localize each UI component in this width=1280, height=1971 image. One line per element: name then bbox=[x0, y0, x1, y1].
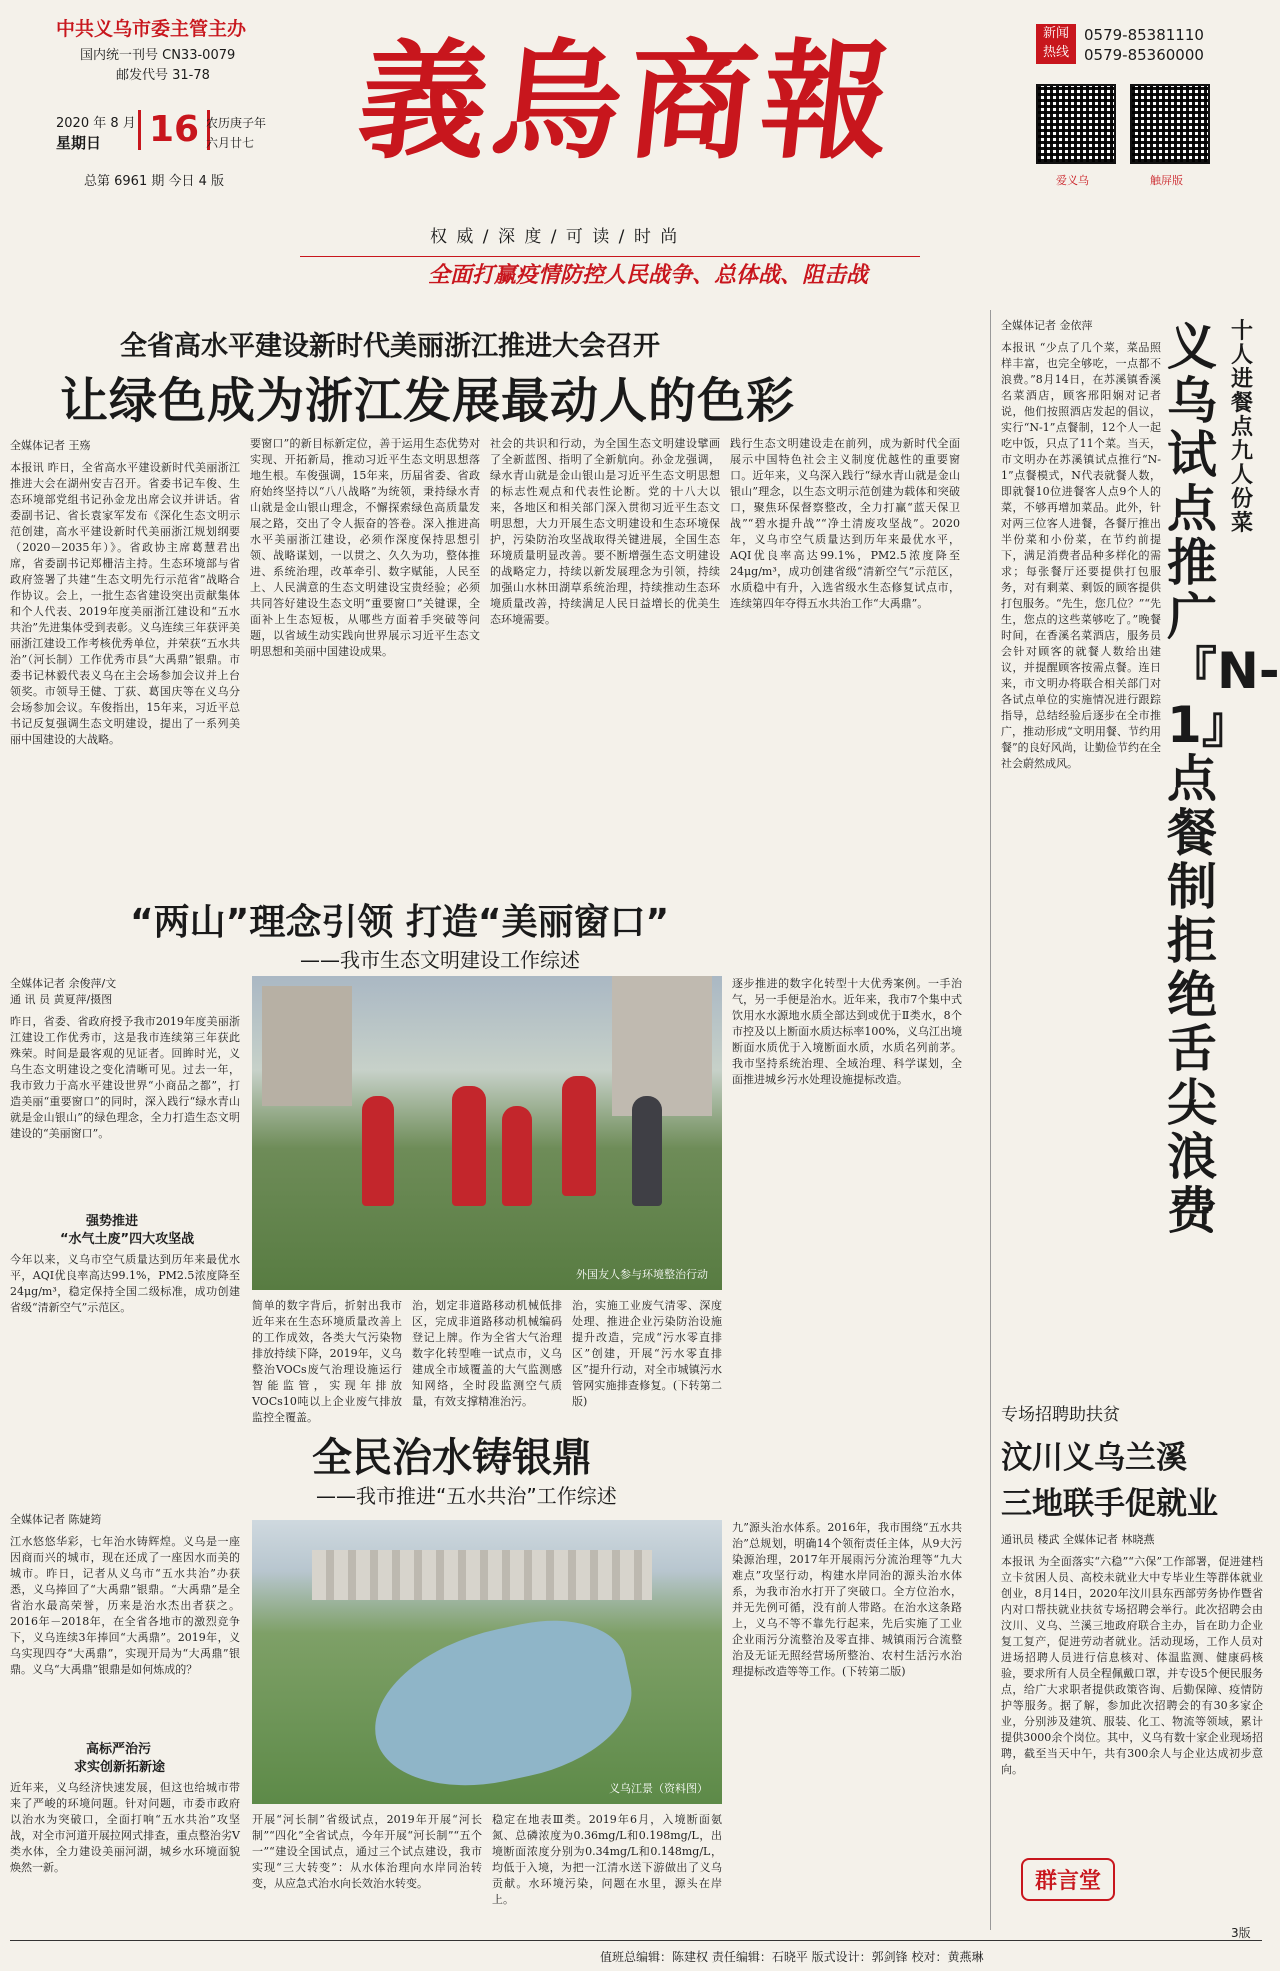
hotline-tag-2: 热线 bbox=[1042, 45, 1069, 60]
feature-eco-civilization bbox=[0, 880, 990, 1424]
feature1-right-text: 逐步推进的数字化转型十大优秀案例。一手治气，另一手便是治水。近年来，我市7个集中式饮用水水源地水质全部达到或优于Ⅱ类水，8个市控及以上断面水质达标率100%，义乌江出境断面水质优于入境断面水质，水质名列前茅。我市坚持系统治理、全域治理、科学谋划，全面推进城乡污水处理设施提标改造。 bbox=[732, 977, 962, 1086]
masthead-issn: 国内统一刊号 CN33-0079 bbox=[80, 48, 236, 63]
page-number: 3版 bbox=[1231, 1926, 1251, 1940]
right-sub-kicker: 专场招聘助扶贫 bbox=[1001, 1405, 1120, 1425]
masthead-postal: 邮发代号 31-78 bbox=[116, 68, 210, 83]
masthead-slogan: 权 威 / 深 度 / 可 读 / 时 尚 bbox=[430, 227, 680, 247]
feature1-section-sub: “水气土废”四大攻坚战 bbox=[60, 1232, 195, 1247]
lead-headline: 让绿色成为浙江发展最动人的色彩 bbox=[60, 373, 796, 429]
right-text: 本报讯 “少点了几个菜，菜品照样丰富，也完全够吃，一点都不浪费。”8月14日，在苏溪镇香溪名菜酒店，顾客邢阳娴对记者说，他们按照酒店发起的倡议，实行“N-1”点餐制，12个人一起吃中饭，只点了11个菜。当天，市文明办在苏溪镇试点推行“N-1”点餐模式，N代表就餐人数，即就餐10位进餐客人点9个人的菜，不够再增加菜品。此外，针对两三位客人进餐，各餐厅推出半份菜和小份菜，在节约前提下，满足消费者品种多样化的需求；每张餐厅还要提供打包服务，对有剩菜、剩饭的顾客提供打包服务。“先生，您几位？”“先生，您点的这些菜够吃了。”晚餐时间，在香溪名菜酒店，服务员会针对顾客的就餐人数给出建议，并提醒顾客按需点餐。连日来，市文明办将联合相关部门对各试点单位的实施情况进行跟踪指导，总结经验后逐步在全市推广，推动形成“文明用餐、节约用餐”的良好风尚，让勤俭节约在全社会蔚然成风。 bbox=[1001, 341, 1161, 770]
right-sub-text: 本报讯 为全面落实“六稳”“六保”工作部署，促进建档立卡贫困人员、高校未就业大中专毕业生等群体就业创业，8月14日，2020年汶川县东西部劳务协作暨省内对口帮扶就业扶贫专场招聘会举行。此次招聘会由汶川、义乌、兰溪三地政府联合主办，旨在助力企业复工复产，促进劳动者就业。活动现场，工作人员对进场招聘人员进行信息核对、体温监测、健康码核验，要求所有人员全程佩戴口罩，并专设5个便民服务点，给广大求职者提供政策咨询、后勤保障、疫情防护等服务。据了解，参加此次招聘会的有30多家企业，分别涉及建筑、服装、化工、物流等领域，累计提供3000余个岗位。其中，义乌有数十家企业现场招聘，截至当天中午，共有300余人与企业达成初步意向。 bbox=[1001, 1555, 1263, 1776]
photo-person bbox=[452, 1086, 486, 1206]
feature1-mid-text-1: 简单的数字背后，折射出我市近年来在生态环境质量改善上的工作成效，各类大气污染物排放持续下降，2019年，义乌整治VOCs废气治理设施运行智能监管，实现年排放VOCs10吨以上企业废气排放监控全覆盖。 bbox=[252, 1299, 402, 1424]
right-byline: 全媒体记者 金依萍 bbox=[1001, 319, 1093, 332]
feature1-photo-caption: 外国友人参与环境整治行动 bbox=[576, 1268, 708, 1281]
masthead-date: 2020 年 8 月 bbox=[56, 116, 136, 131]
lead-column-2: 要窗口”的新目标新定位，善于运用生态优势对实现、开拓新局，推动习近平生态文明思想落地生根。车俊强调，15年来，历届省委、省政府始终坚持以“八八战略”为统领，秉持绿水青山就是金山银山理念，不懈探索绿色高质量发展之路，交出了令人振奋的答卷。深入推进高水平美丽浙江建设，必须作深度保持思想引领、战略谋划，一以贯之、久久为功，整体推进、系统治理，改革牵引、数字赋能，人民至上、人民满意的生态文明建设宝贵经验；必须共同答好建设生态文明“重要窗口”关键课，全面补上生态短板，从哪些方面着手突破等问题，以省域生动实践向世界展示习近平生态文明思想和美丽中国建设成果。 bbox=[250, 437, 480, 658]
feature1-left-text: 昨日，省委、省政府授予我市2019年度美丽浙江建设工作优秀市，这是我市连续第三年获此殊荣。时间是最客观的见证者。回眸时光，义乌生态文明建设之变化清晰可见。过去一年，我市致力于高水平建设世界“小商品之都”，打造美丽“重要窗口”的同时，深入践行“绿水青山就是金山银山”的绿色理念，全力打造生态文明建设的“美丽窗口”。 bbox=[10, 1015, 240, 1140]
hotline-tag-1: 新闻 bbox=[1042, 26, 1069, 41]
photo-building bbox=[262, 986, 352, 1106]
qr-code-right bbox=[1130, 84, 1210, 164]
qr-code-icon bbox=[1130, 84, 1210, 164]
photo-river bbox=[359, 1605, 645, 1806]
lead-kicker: 全省高水平建设新时代美丽浙江推进大会召开 bbox=[120, 331, 660, 362]
masthead-lunar-day: 六月廿七 bbox=[206, 136, 255, 150]
feature2-mid-text-2: 稳定在地表Ⅲ类。2019年6月，入境断面氨氮、总磷浓度为0.36mg/L和0.198mg/L，出境断面浓度分别为0.34mg/L和0.148mg/L，均低于入境，为把一江清水送下游做出了义乌贡献。水环境污染，问题在水里，源头在岸上。 bbox=[492, 1813, 722, 1906]
right-kicker: 十人进餐点九人份菜 bbox=[1231, 319, 1254, 536]
feature1-left-text-2: 今年以来，义乌市空气质量达到历年来最优水平，AQI优良率高达99.1%，PM2.5浓度降至24μg/m³，稳定保持全国二级标准，成功创建省级“清新空气”示范区。 bbox=[10, 1253, 240, 1314]
masthead bbox=[0, 0, 1272, 290]
hotline-phone-2: 0579-85360000 bbox=[1084, 46, 1204, 64]
feature1-section-head: 强势推进 bbox=[86, 1214, 139, 1229]
feature2-subhead: ——我市推进“五水共治”工作综述 bbox=[316, 1484, 617, 1508]
feature2-right-text: 九”源头治水体系。2016年，我市围绕“五水共治”总规划，明确14个领衔责任主体，从9大污染源治理，2017年开展雨污分流治理等“九大难点”攻坚行动，构建水岸同治的源头治水体系，为我市治水打开了突破口。全方位治水，并无先例可循，没有前人带路。在治水这条路上，义乌不等不靠先行起来，先后实施了工业企业雨污分流整治及零直排、城镇雨污合流整治及无证无照经营场所整治、农村生活污水治理提标改造等等工作。(下转第二版) bbox=[732, 1521, 962, 1678]
photo-skyline bbox=[312, 1550, 652, 1600]
lead-column-4: 践行生态文明建设走在前列，成为新时代全面展示中国特色社会主义制度优越性的重要窗口。近年来，义乌深入践行“绿水青山就是金山银山”理念，以生态文明示范创建为载体和突破口，聚焦环保督察整改，全力打赢“蓝天保卫战”“碧水提升战”“净土清废攻坚战”。2020年，义乌市空气质量达到历年来最优水平，AQI优良率高达99.1%，PM2.5浓度降至24μg/m³，成功创建省级“清新空气”示范区，水质稳中有升，入选省级水生态修复试点市，连续第四年夺得五水共治工作“大禹鼎”。 bbox=[730, 437, 960, 610]
feature2-photo bbox=[252, 1520, 722, 1804]
feature1-byline-1: 全媒体记者 余俊萍/文 bbox=[10, 977, 117, 990]
footer-divider bbox=[10, 1940, 1262, 1941]
masthead-day: 16 bbox=[138, 110, 210, 150]
lead-byline: 全媒体记者 王殇 bbox=[10, 439, 91, 452]
lead-column-3: 社会的共识和行动，为全国生态文明建设擘画了全新蓝图、指明了全新航向。孙金龙强调，绿水青山就是金山银山是习近平生态文明思想的标志性观点和代表性论断。党的十八大以来，各地区和相关部门深入贯彻习近平生态文明思想，大力开展生态文明建设和生态环境保护，污染防治攻坚战取得关键进展，全国生态环境质量明显改善。要不断增强生态文明建设的战略定力，持续以新发展理念为引领，持续加强山水林田湖草系统治理，持续推动生态环境质量改善，持续满足人民日益增长的优美生态环境需要。 bbox=[490, 437, 720, 626]
photo-person bbox=[362, 1096, 394, 1206]
masthead-issue: 总第 6961 期 今日 4 版 bbox=[84, 174, 225, 189]
feature2-headline: 全民治水铸银鼎 bbox=[312, 1435, 592, 1481]
lead-story bbox=[0, 310, 990, 880]
photo-person bbox=[502, 1106, 532, 1206]
feature1-byline-2: 通 讯 员 黄夏萍/摄图 bbox=[10, 993, 113, 1006]
right-sub-byline: 通讯员 楼武 全媒体记者 林晓燕 bbox=[1001, 1533, 1155, 1546]
right-seal: 群言堂 bbox=[1021, 1858, 1115, 1901]
photo-building bbox=[612, 976, 712, 1116]
right-sub-headline-2: 三地联手促就业 bbox=[1001, 1486, 1218, 1522]
masthead-divider bbox=[300, 256, 920, 257]
feature-water-governance bbox=[0, 1400, 990, 1930]
feature2-section-head: 高标严治污 bbox=[86, 1742, 152, 1757]
photo-person bbox=[562, 1076, 596, 1196]
feature2-photo-caption: 义乌江景（资料图） bbox=[609, 1782, 708, 1795]
photo-person bbox=[632, 1096, 662, 1206]
masthead-banner: 全面打赢疫情防控人民战争、总体战、阻击战 bbox=[428, 263, 869, 288]
masthead-lunar-year: 农历庚子年 bbox=[206, 116, 267, 130]
feature1-mid-text-2: 治，划定非道路移动机械低排区，完成非道路移动机械编码登记上牌。作为全省大气治理数字化转型唯一试点市，义乌建成全市域覆盖的大气监测感知网络，全时段监测空气质量，有效支撑精准治污。 bbox=[412, 1299, 562, 1408]
feature2-mid-text: 开展“河长制”省级试点，2019年开展“河长制”“四化”全省试点，今年开展“河长制”“五个一”“建设全国试点，通过三个试点建设，我市实现“三大转变”：从水体治理向水岸同治转变，从应急式治水向长效治水转变。 bbox=[252, 1813, 482, 1890]
feature2-section-sub: 求实创新拓新途 bbox=[74, 1760, 166, 1775]
right-headline: 义乌试点推广『N-1』点餐制拒绝舌尖浪费 bbox=[1167, 318, 1280, 1240]
feature2-left-text-2: 近年来，义乌经济快速发展，但这也给城市带来了严峻的环境问题。针对问题，市委市政府以治水为突破口，全面打响“五水共治”攻坚战，对全市河道开展拉网式排查，重点整治劣V类水体，全力建设美丽河湖，城乡水环境面貌焕然一新。 bbox=[10, 1781, 240, 1874]
qr-code-left bbox=[1036, 84, 1116, 164]
qr-label-right: 触屏版 bbox=[1150, 174, 1183, 187]
feature2-byline: 全媒体记者 陈婕筠 bbox=[10, 1513, 102, 1526]
masthead-title: 義烏商報 bbox=[352, 27, 904, 177]
qr-label-left: 爱义乌 bbox=[1056, 174, 1089, 187]
hotline-phone-1: 0579-85381110 bbox=[1084, 26, 1204, 44]
masthead-weekday: 星期日 bbox=[56, 134, 102, 152]
qr-code-icon bbox=[1036, 84, 1116, 164]
right-sub-headline-1: 汶川义乌兰溪 bbox=[1001, 1440, 1187, 1476]
footer-editors: 值班总编辑：陈建权 责任编辑：石晓平 版式设计：郭剑锋 校对：黄燕琳 bbox=[600, 1950, 984, 1964]
lead-column-1: 本报讯 昨日，全省高水平建设新时代美丽浙江推进大会在湖州安吉召开。省委书记车俊、生态环境部党组书记孙金龙出席会议并讲话。省委副书记、省长袁家军发布《深化生态文明示范创建，高水平建设新时代美丽浙江规划纲要（2020－2035年）》。省政协主席葛慧君出席，省委副书记郑栅洁主持。生态环境部与省政府签署了共建“生态文明先行示范省”战略合作协议。会上，一批生态省建设突出贡献集体和个人代表、2019年度美丽浙江建设和“五水共治”先进集体受到表彰。义乌连续三年获评美丽浙江建设工作考核优秀单位，并荣获“五水共治”（河长制）工作优秀市县“大禹鼎”银鼎。市委书记林毅代表义乌在主会场参加会议并上台领奖。市领导王健、丁荻、葛国庆等在义乌分会场参加会议。车俊指出，15年来，习近平总书记反复强调生态文明建设，提出了一系列美丽中国建设的大战略。 bbox=[10, 461, 240, 746]
feature1-photo bbox=[252, 976, 722, 1290]
feature1-headline: “两山”理念引领 打造“美丽窗口” bbox=[130, 902, 670, 943]
feature1-mid-text-3: 治，实施工业废气清零、深度处理、推进企业污染防治设施提升改造，完成“污水零直排区”创建，开展“污水零直排区”提升行动，对全市城镇污水管网实施排查修复。(下转第二版) bbox=[572, 1299, 722, 1408]
masthead-sponsor: 中共义乌市委主管主办 bbox=[56, 18, 247, 40]
hotline-badge bbox=[1036, 24, 1076, 64]
feature1-subhead: ——我市生态文明建设工作综述 bbox=[300, 948, 580, 972]
feature2-left-text: 江水悠悠华彩，七年治水铸辉煌。义乌是一座因商而兴的城市，现在还成了一座因水而美的城市。昨日，记者从义乌市“五水共治”办获悉，义乌捧回了“大禹鼎”银鼎。“大禹鼎”是全省治水最高荣誉，历来是治水杰出者获之。2016年－2018年，在全省各地市的激烈竞争下，义乌连续3年捧回“大禹鼎”。2019年，义乌实现四夺“大禹鼎”，实现开局为“大禹鼎”银鼎。义乌“大禹鼎”银鼎是如何炼成的？ bbox=[10, 1535, 240, 1676]
right-column bbox=[990, 310, 1280, 1940]
